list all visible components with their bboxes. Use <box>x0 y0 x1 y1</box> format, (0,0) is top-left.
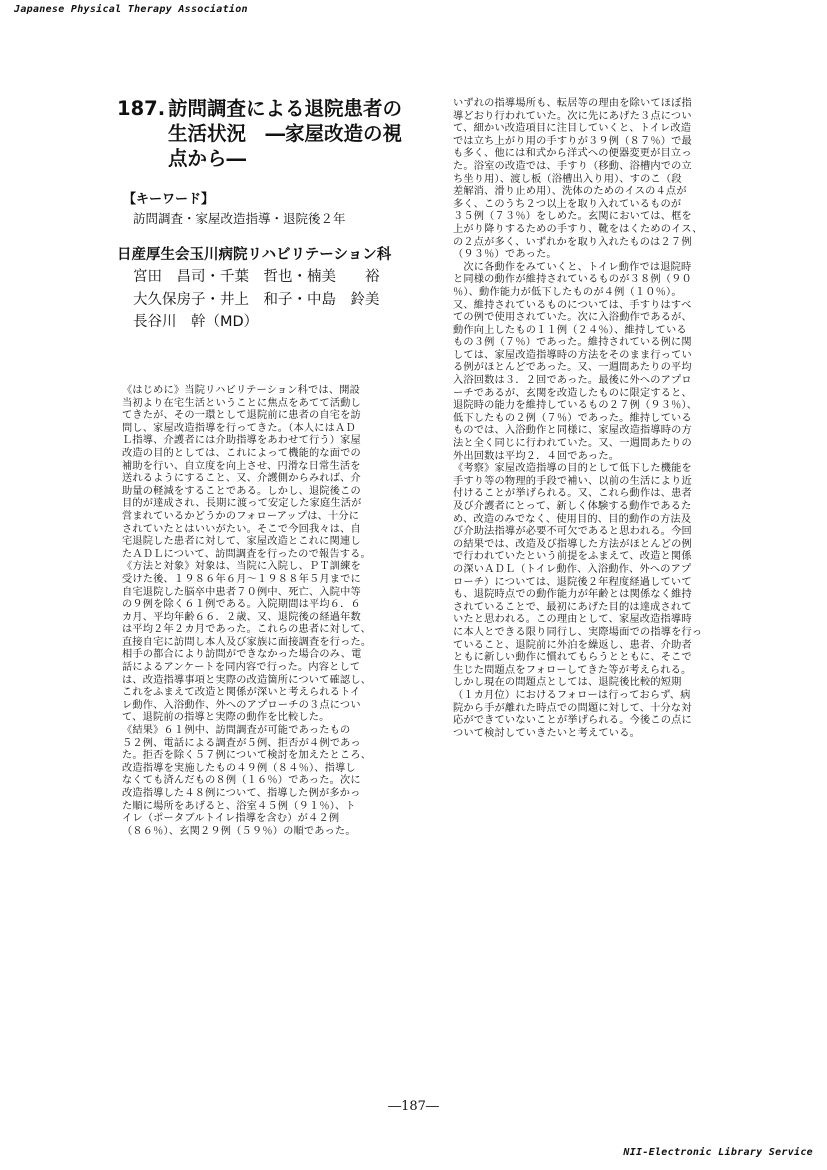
keywords: 訪問調査・家屋改造指導・退院後２年 <box>133 211 346 226</box>
body-text-line: たＡＤＬについて、訪問調査を行ったので報告する。 <box>122 548 371 560</box>
body-left-column <box>122 385 442 838</box>
body-text-line: た。拒否を除く５７例について検討を加えたところ、 <box>122 750 372 762</box>
body-text-line: 手すり等の物理的手段で補い、以前の生活により近 <box>453 475 692 487</box>
body-text-line: 相手の都合により訪問ができなかった場合のみ、電 <box>122 649 362 661</box>
body-text-line: （８６％）、玄関２９例（５９％）の順であった。 <box>122 825 356 837</box>
body-text-line: （１カ月位）におけるフォローは行っておらず、病 <box>453 689 691 701</box>
body-text-line: 営まれているかどうかのフォローアップは、十分に <box>122 510 360 522</box>
body-text-line: て、細かい改造項目に注目していくと、トイレ改造 <box>453 123 692 135</box>
body-text-line: 自宅退院した脳卒中患者７０例中、死亡、入院中等 <box>122 586 361 598</box>
article-title <box>117 96 447 171</box>
body-text-line: 法と全く同じに行われていた。又、一週間あたりの <box>453 438 692 450</box>
body-text-line: の９例を除く６１例である。入院期間は平均６．６ <box>122 599 361 611</box>
body-text-line: ％）、動作能力が低下したものが４例（１０％）。 <box>453 286 682 298</box>
body-text-line: されていることで、最初にあげた目的は達成されて <box>453 601 692 613</box>
body-text-line: いずれの指導場所も、転居等の理由を除いてほぼ指 <box>453 98 692 109</box>
body-text-line: いたと思われる。この理由として、家屋改造指導時 <box>453 614 692 626</box>
keyword-heading: 【キーワード】 <box>123 192 215 207</box>
body-text-line: レ動作、入浴動作、外へのアプローチの３点につい <box>122 699 361 711</box>
body-text-line: ローチ）については、退院後２年程度経過していて <box>453 576 692 588</box>
body-right-column <box>453 98 773 740</box>
body-text-line: 《考察》家屋改造指導の目的として低下した機能を <box>453 463 692 475</box>
body-text-line: た順に場所をあげると、浴室４５例（９１％）、ト <box>122 800 356 812</box>
body-text-line: 上がり降りするための手すり、靴をはくためのイス、 <box>453 223 703 235</box>
author-line: 宮田 昌司・千葉 哲也・楠美 裕 <box>133 269 380 285</box>
body-text-line: て、退院前の指導と実際の動作を比較した。 <box>122 712 330 724</box>
body-text-line: と同様の動作が維持されているものが３８例（９０ <box>453 274 692 286</box>
body-text-line: 改造指導した４８例について、指導した例が多かっ <box>122 788 361 799</box>
body-text-line: 又、維持されているものについては、手すりはすべ <box>453 299 692 311</box>
body-text-line: も多く、他には和式から洋式への便器変更が目立っ <box>453 148 692 160</box>
body-text-line: 直接自宅に訪問し本人及び家族に面接調査を行った。 <box>122 636 372 648</box>
body-text-line: 改造指導を実施したもの４９例（８４％）、指導し <box>122 762 356 774</box>
body-text-line: 問し、家屋改造指導を行ってきた。（本人にはＡＤ <box>122 422 356 434</box>
body-text-line: 改造の目的としては、これによって機能的な面での <box>122 447 361 459</box>
body-text-line: 動作向上したもの１１例（２４％）、維持している <box>453 324 687 336</box>
body-text-line: た。浴室の改造では、手すり（移動、浴槽内での立 <box>453 160 692 172</box>
body-text-line: 院から手が離れた時点での問題に対して、十分な対 <box>453 702 692 714</box>
body-text-line: 《結果》６１例中、訪問調査が可能であったもの <box>122 725 351 737</box>
body-text-line: （９３％）であった。 <box>453 249 557 261</box>
body-text-line: ーチであるが、玄関を改造したものに限定すると、 <box>453 387 692 399</box>
body-text-line: ５２例、電話による調査が５例、拒否が４例であっ <box>122 737 361 749</box>
body-text-line: ち坐り用）、渡し板（浴槽出入り用）、すのこ（段 <box>453 173 682 185</box>
body-text-line: 外出回数は平均２．４回であった。 <box>453 450 620 462</box>
body-text-line: 導どおり行われていた。次に先にあげた３点につい <box>453 110 692 122</box>
body-text-line: も、退院時点での動作能力が年齢とは関係なく維持 <box>453 589 692 601</box>
body-text-line: め、改造のみでなく、使用目的、目的動作の方法及 <box>453 513 692 525</box>
body-text-line: しかし現在の問題点としては、退院後比較的短期 <box>453 677 682 689</box>
body-text-line: 《方法と対象》対象は、当院に入院し、ＰＴ訓練を <box>122 561 361 573</box>
body-text-line: 当初より在宅生活ということに焦点をあてて活動し <box>122 397 361 409</box>
body-text-line: 話によるアンケートを同内容で行った。内容として <box>122 662 361 674</box>
body-text-line: 差解消、滑り止め用）、洗体のためのイスの４点が <box>453 186 687 198</box>
article-number: 187. <box>117 97 166 120</box>
body-text-line: 助量の軽減をすることである。しかし、退院後この <box>122 485 361 497</box>
author-list <box>133 266 380 334</box>
body-text-line: 及び介護者にとって、新しく体験する動作であるた <box>453 501 692 512</box>
author-line: 長谷川 幹（MD） <box>133 314 259 330</box>
body-text-line: は平均２年２カ月であった。これらの患者に対して、 <box>122 624 371 636</box>
source-header: Japanese Physical Therapy Association <box>14 4 248 15</box>
body-text-line: ての例で使用されていた。次に入浴動作であるが、 <box>453 312 692 324</box>
body-text-line: しては、家屋改造指導時の方法をそのまま行ってい <box>453 349 692 361</box>
body-text-line: 受けた後、１９８６年６月～１９８８年５月までに <box>122 573 361 585</box>
body-text-line: 次に各動作をみていくと、トイレ動作では退院時 <box>453 261 692 273</box>
body-text-line: 多く、このうち２つ以上を取り入れているものが <box>453 198 682 210</box>
body-text-line: る例がほとんどであった。又、一週間あたりの平均 <box>453 362 692 374</box>
body-text-line: カ月、平均年齢６６．２歳、又、退院後の経過年数 <box>122 611 361 623</box>
body-text-line: ていること、退院前に外泊を繰返し、患者、介助者 <box>453 639 692 651</box>
body-text-line: なくても済んだもの８例（１６％）であった。次に <box>122 775 361 787</box>
body-text-line: 入浴回数は３．２回であった。最後に外へのアプロ <box>453 375 692 387</box>
author-line: 大久保房子・井上 和子・中島 鈴美 <box>133 291 380 308</box>
service-footer: NII-Electronic Library Service <box>623 1147 813 1158</box>
title-line: 点から― <box>168 147 247 170</box>
body-text-line: の結果では、改造及び指導した方法がほとんどの例 <box>453 538 692 550</box>
body-text-line: 宅退院した患者に対して、家屋改造とこれに関連し <box>122 536 361 548</box>
body-text-line: 低下したもの２例（７％）であった。維持している <box>453 412 692 424</box>
title-line: 生活状況 ―家屋改造の視 <box>168 122 403 145</box>
affiliation: 日産厚生会玉川病院リハビリテーション科 <box>117 247 392 263</box>
body-text-line: ついて検討していきたいと考えている。 <box>453 727 640 739</box>
body-text-line: 退院時の能力を維持しているもの２７例（９３％）、 <box>453 400 698 412</box>
body-text-line: Ｌ指導、介護者には介助指導をあわせて行う）家屋 <box>122 435 361 447</box>
body-text-line: 補助を行い、自立度を向上させ、円滑な日常生活を <box>122 460 361 472</box>
body-text-line: では立ち上がり用の手すりが３９例（８７％）で最 <box>453 135 692 147</box>
body-text-line: 応ができていないことが挙げられる。今後この点に <box>453 715 692 727</box>
title-line: 訪問調査による退院患者の <box>168 97 403 120</box>
body-text-line: ものでは、入浴動作と同様に、家屋改造指導時の方 <box>453 425 692 437</box>
body-text-line: ともに新しい動作に慣れてもらうとともに、そこで <box>453 652 692 664</box>
body-text-line: てきたが、その一環として退院前に患者の自宅を訪 <box>122 410 361 422</box>
body-text-line: 目的が達成され、長期に渡って安定した家庭生活が <box>122 498 362 510</box>
body-text-line: の深いＡＤＬ（トイレ動作、入浴動作、外へのアプ <box>453 563 692 575</box>
body-text-line: イレ（ポータブルトイレ指導を含む）が４２例 <box>122 813 340 825</box>
body-text-line: の２点が多く、いずれかを取り入れたものは２７例 <box>453 236 692 248</box>
body-text-line: ３５例（７３％）をしめた。玄関においては、框を <box>453 211 692 223</box>
body-text-line: は、改造指導事項と実際の改造箇所について確認し、 <box>122 674 372 686</box>
body-text-line: に本人とできる限り同行し、実際場面での指導を行っ <box>453 626 703 638</box>
body-text-line: 生じた問題点をフォローしてきた等が考えられる。 <box>453 664 692 676</box>
body-text-line: これをふまえて改造と関係が深いと考えられるトイ <box>122 687 361 699</box>
page-number: ―187― <box>388 1099 439 1114</box>
body-text-line: 送れるようにすること、又、介護側からみれば、介 <box>122 473 361 485</box>
body-text-line: で行われていたという前提をふまえて、改造と関係 <box>453 551 692 563</box>
body-text-line: 付けることが挙げられる。又、これら動作は、患者 <box>453 488 692 500</box>
body-text-line: び介助法指導が必要不可欠であると思われる。今回 <box>453 526 692 538</box>
body-text-line: 《はじめに》当院リハビリテーション科では、開設 <box>122 385 360 396</box>
body-text-line: されていたとはいいがたい。そこで今回我々は、自 <box>122 523 361 535</box>
body-text-line: もの３例（７％）であった。維持されている例に関 <box>453 337 692 349</box>
